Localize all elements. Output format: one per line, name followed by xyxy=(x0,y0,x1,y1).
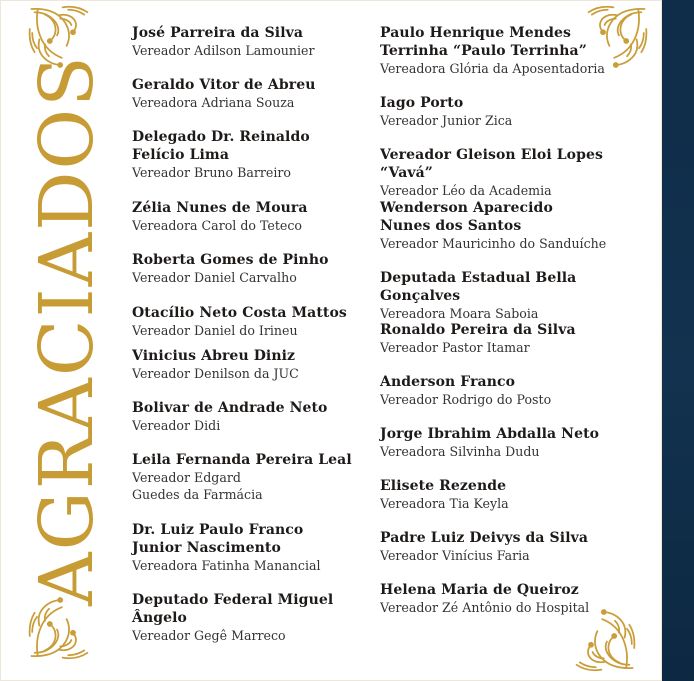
honoree-name-line: Dr. Luiz Paulo Franco xyxy=(132,522,304,538)
honoree-entry xyxy=(380,24,605,77)
vertical-title-area xyxy=(8,53,126,606)
honoree-name: Iago Porto xyxy=(380,95,464,111)
honoree-name-line: Junior Nascimento xyxy=(132,540,281,556)
honoree-name: Anderson Franco xyxy=(380,374,516,390)
sponsor-name: Vereador Pastor Itamar xyxy=(380,340,530,355)
honoree-entry xyxy=(132,24,315,59)
sponsor-name: Vereador Vinícius Faria xyxy=(380,548,530,563)
sponsor-name: Vereadora Moara Saboia xyxy=(380,306,539,321)
honoree-entry xyxy=(380,477,509,512)
honoree-entry xyxy=(132,521,321,574)
honoree-name: Deputado Federal Miguel Ângelo xyxy=(132,592,334,626)
sponsor-name: Vereador Didi xyxy=(132,418,221,433)
honoree-name: Geraldo Vitor de Abreu xyxy=(132,77,316,93)
vertical-title: AGRACIADOS xyxy=(24,53,110,606)
honoree-entry xyxy=(380,146,635,199)
honoree-name: Roberta Gomes de Pinho xyxy=(132,252,329,268)
sponsor-name: Vereador Rodrigo do Posto xyxy=(380,392,552,407)
honoree-entry xyxy=(132,591,372,644)
sponsor-name: Vereador Denilson da JUC xyxy=(132,366,299,381)
honoree-entry xyxy=(132,451,352,503)
honoree-entry xyxy=(380,529,588,564)
sponsor-name: Vereador Bruno Barreiro xyxy=(132,165,292,180)
honoree-name-line: Felício Lima xyxy=(132,147,230,163)
honoree-name: Leila Fernanda Pereira Leal xyxy=(132,452,352,468)
sponsor-name: Vereadora Fatinha Manancial xyxy=(132,558,321,573)
honoree-name: Deputada Estadual Bella Gonçalves xyxy=(380,270,577,304)
honoree-entry xyxy=(132,128,310,181)
honoree-entry xyxy=(132,76,316,111)
honoree-name: Padre Luiz Deivys da Silva xyxy=(380,530,589,546)
sponsor-name: Vereadora Tia Keyla xyxy=(380,496,509,511)
honoree-entry xyxy=(380,373,551,408)
honoree-name: Vereador Gleison Eloi Lopes “Vavá” xyxy=(380,147,603,181)
honoree-entry xyxy=(132,251,329,286)
honoree-name-line: Nunes dos Santos xyxy=(380,218,522,234)
honoree-name: José Parreira da Silva xyxy=(132,25,304,41)
sponsor-name: Vereadora Adriana Souza xyxy=(132,95,295,110)
honoree-name: Otacílio Neto Costa Mattos xyxy=(132,305,347,321)
sponsor-name: Vereador Junior Zica xyxy=(380,113,513,128)
sponsor-name: Vereador Daniel do Irineu xyxy=(132,323,298,338)
honoree-name-line: Delegado Dr. Reinaldo xyxy=(132,129,310,145)
honoree-entry xyxy=(132,399,328,434)
honoree-entry xyxy=(380,581,589,616)
honoree-name: Zélia Nunes de Moura xyxy=(132,200,308,216)
right-navy-bar xyxy=(662,0,694,681)
honoree-entry xyxy=(132,199,308,234)
sponsor-name: Vereadora Silvinha Dudu xyxy=(380,444,540,459)
honoree-entry xyxy=(380,269,635,322)
honoree-entry xyxy=(380,321,576,356)
sponsor-name: Vereador Daniel Carvalho xyxy=(132,270,297,285)
honoree-name: Vinicius Abreu Diniz xyxy=(132,348,296,364)
sponsor-name: Vereadora Glória da Aposentadoria xyxy=(380,61,605,76)
honoree-entry xyxy=(380,94,512,129)
sponsor-name: Vereador Adilson Lamounier xyxy=(132,43,315,58)
sponsor-name: Vereador Zé Antônio do Hospital xyxy=(380,600,590,615)
honoree-name: Helena Maria de Queiroz xyxy=(380,582,579,598)
honoree-entry xyxy=(132,347,299,382)
honoree-entry xyxy=(380,425,599,460)
honoree-entry xyxy=(132,304,347,339)
honoree-name-line: Terrinha “Paulo Terrinha” xyxy=(380,43,587,59)
sponsor-name-line: Guedes da Farmácia xyxy=(132,487,263,502)
honoree-name: Elisete Rezende xyxy=(380,478,507,494)
sponsor-name: Vereadora Carol do Teteco xyxy=(132,218,302,233)
honoree-name-line: Wenderson Aparecido xyxy=(380,200,553,216)
honoree-name-line: Paulo Henrique Mendes xyxy=(380,25,571,41)
honoree-entry xyxy=(380,199,606,252)
sponsor-name-line: Vereador Edgard xyxy=(132,470,241,485)
sponsor-name: Vereador Gegê Marreco xyxy=(132,628,286,643)
sponsor-name: Vereador Léo da Academia xyxy=(380,183,552,198)
sponsor-name: Vereador Mauricinho do Sanduíche xyxy=(380,236,607,251)
honoree-name: Ronaldo Pereira da Silva xyxy=(380,322,576,338)
honoree-name: Jorge Ibrahim Abdalla Neto xyxy=(380,426,600,442)
honoree-name: Bolivar de Andrade Neto xyxy=(132,400,328,416)
